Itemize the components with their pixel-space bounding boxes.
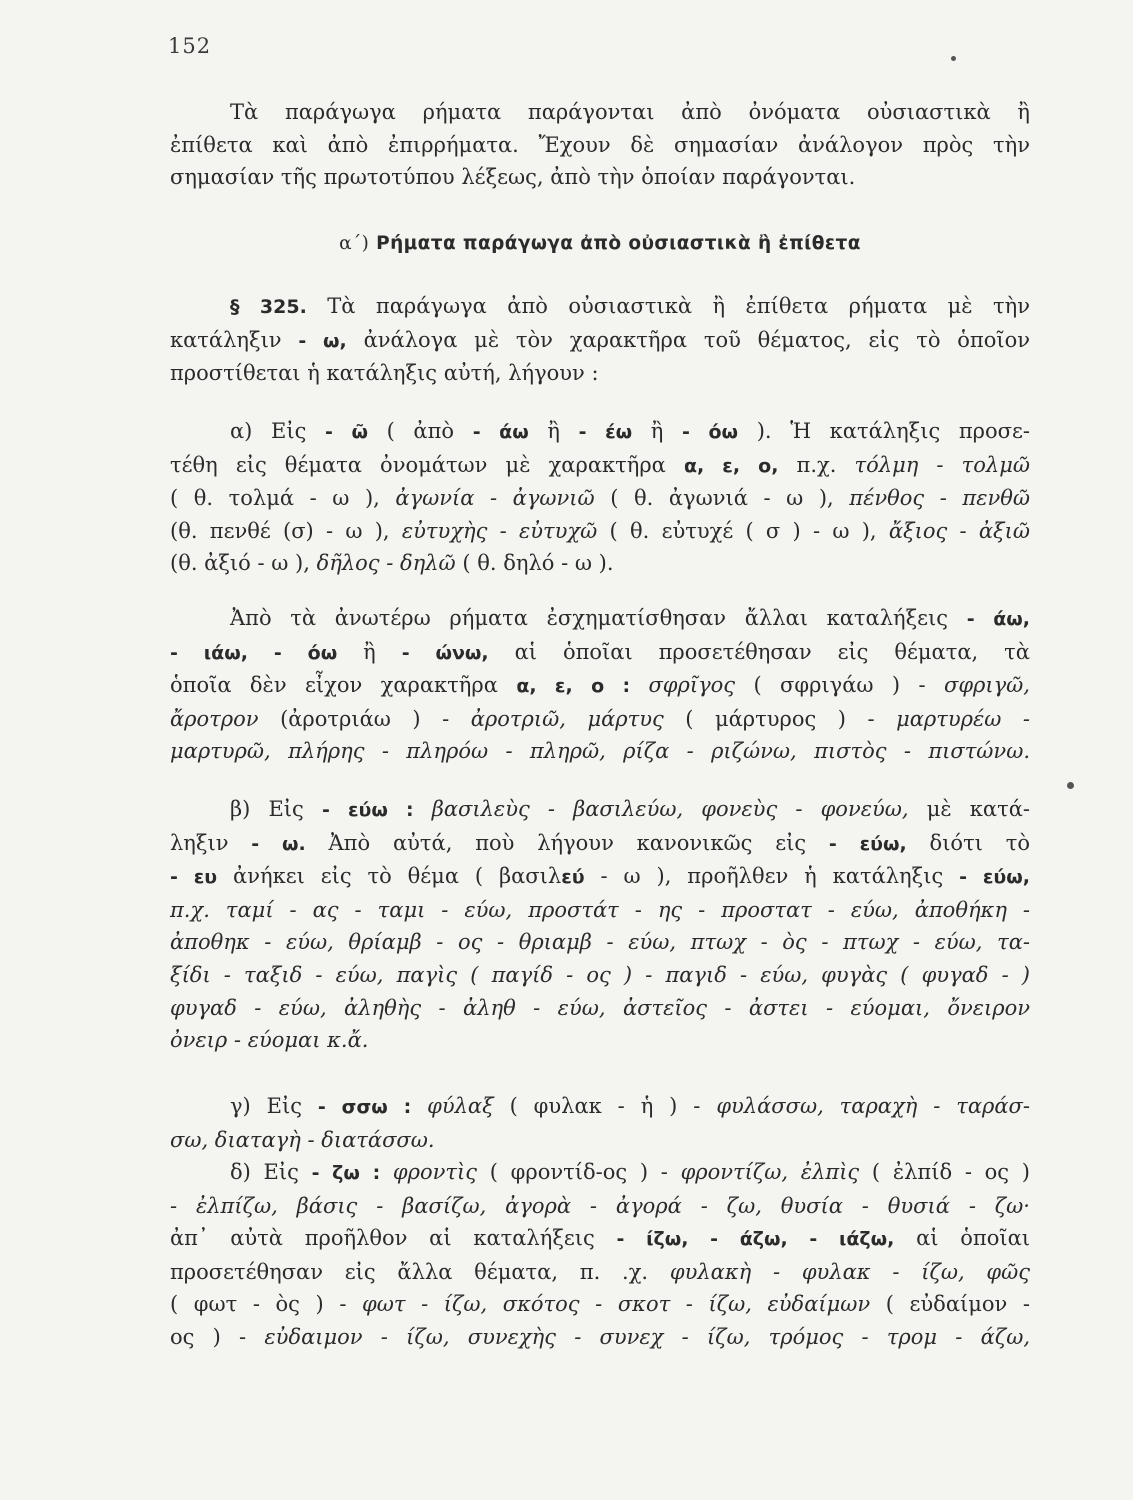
section-325 — [170, 290, 1030, 390]
text-line: προστίθεται ἡ κατάληξις αὐτή, λήγουν : — [170, 361, 599, 386]
text-line: (θ. ἀξιό - ω ), δῆλος - δηλῶ ( θ. δηλό - ω ). — [170, 551, 614, 576]
intro-paragraph — [170, 96, 1030, 194]
text-line: Ἀπὸ τὰ ἀνωτέρω ρήματα ἐσχηματίσθησαν ἄλλαι καταλήξεις - άω, — [230, 606, 1030, 630]
text-line: π.χ. ταμί - ας - ταμι - εύω, προστάτ - ης - προστατ - εύω, ἀποθήκη - — [170, 897, 1030, 922]
paragraph-beta — [170, 793, 1030, 1057]
text-line: ( φωτ - ὸς ) - φωτ - ίζω, σκότος - σκοτ - ίζω, εὐδαίμων ( εὐδαίμον - — [170, 1292, 1030, 1317]
text-line: ξίδι - ταξιδ - εύω, παγὶς ( παγίδ - ος ) - παγιδ - εύω, φυγὰς ( φυγαδ - ) — [170, 962, 1030, 987]
text-line: ἐπίθετα καὶ ἀπὸ ἐπιρρήματα. Ἔχουν δὲ σημασίαν ἀνάλογον πρὸς τὴν — [170, 132, 1030, 157]
text-line: ἀπ᾽ αὐτὰ προῆλθον αἱ καταλήξεις - ίζω, - άζω, - ιάζω, αἱ ὁποῖαι — [170, 1226, 1030, 1251]
text-line: ἀποθηκ - εύω, θρίαμβ - ος - θριαμβ - εύω, πτωχ - ὸς - πτωχ - εύω, τα- — [170, 930, 1030, 955]
text-line: δ) Εἰς - ζω : φροντὶς ( φροντίδ-ος ) - φροντίζω, ἐλπὶς ( ἐλπίδ - ος ) — [230, 1160, 1030, 1184]
heading-ordinal: α΄) — [339, 233, 370, 254]
ink-speck — [1067, 782, 1074, 789]
paragraph-gamma — [170, 1090, 1030, 1156]
text-line: Τὰ παράγωγα ρήματα παράγονται ἀπὸ ὀνόματα οὐσιαστικὰ ἢ — [230, 100, 1030, 124]
text-line: τέθη εἰς θέματα ὀνομάτων μὲ χαρακτῆρα α, ε, ο, π.χ. τόλμη - τολμῶ — [170, 452, 1030, 477]
text-line: ( θ. τολμά - ω ), ἀγωνία - ἀγωνιῶ ( θ. ἀγωνιά - ω ), πένθος - πενθῶ — [170, 486, 1030, 511]
text-line: - ἐλπίζω, βάσις - βασίζω, ἀγορὰ - ἀγορά - ζω, θυσία - θυσιά - ζω· — [170, 1193, 1030, 1218]
text-line: σημασίαν τῆς πρωτοτύπου λέξεως, ἀπὸ τὴν ὁποίαν παράγονται. — [170, 165, 856, 190]
text-line: - ευ ἀνήκει εἰς τὸ θέμα ( βασιλεύ - ω ), προῆλθεν ἡ κατάληξις - εύω, — [170, 864, 1030, 889]
text-line: μαρτυρῶ, πλήρης - πληρόω - πληρῶ, ρίζα - ριζώνω, πιστὸς - πιστώνω. — [170, 739, 1030, 764]
paragraph-derived-endings — [170, 602, 1030, 768]
text-line: προσετέθησαν εἰς ἄλλα θέματα, π. .χ. φυλακὴ - φυλακ - ίζω, φῶς — [170, 1259, 1030, 1284]
ink-speck — [951, 56, 956, 61]
heading-title: Ρήματα παράγωγα ἀπὸ οὐσιαστικὰ ἢ ἐπίθετα — [376, 233, 861, 254]
text-line: ὁποῖα δὲν εἶχον χαρακτῆρα α, ε, ο : σφρῖγος ( σφριγάω ) - σφριγῶ, — [170, 673, 1030, 698]
section-number: § 325. — [230, 296, 307, 318]
text-line: ἄροτρον (ἀροτριάω ) - ἀροτριῶ, μάρτυς ( μάρτυρος ) - μαρτυρέω - — [170, 706, 1030, 731]
text-line: - ιάω, - όω ἢ - ώνω, αἱ ὁποῖαι προσετέθησαν εἰς θέματα, τὰ — [170, 639, 1030, 664]
text-line: σω, διαταγὴ - διατάσσω. — [170, 1127, 435, 1152]
text-line: β) Εἰς - εύω : βασιλεὺς - βασιλεύω, φονεὺς - φονεύω, μὲ κατά- — [230, 797, 1030, 821]
text-line: (θ. πενθέ (σ) - ω ), εὐτυχὴς - εὐτυχῶ ( θ. εὐτυχέ ( σ ) - ω ), ἄξιος - ἀξιῶ — [170, 518, 1030, 543]
text-line: κατάληξιν - ω, ἀνάλογα μὲ τὸν χαρακτῆρα τοῦ θέματος, εἰς τὸ ὁποῖον — [170, 327, 1030, 352]
page-number: 152 — [168, 34, 212, 58]
text-line: φυγαδ - εύω, ἀληθὴς - ἀληθ - εύω, ἀστεῖος - ἀστει - εύομαι, ὄνειρον — [170, 995, 1030, 1020]
paragraph-delta — [170, 1156, 1030, 1354]
text-line: α) Εἰς - ῶ ( ἀπὸ - άω ἢ - έω ἢ - όω ). Ἡ κατάληξις προσε- — [230, 419, 1030, 443]
text-line: § 325. Τὰ παράγωγα ἀπὸ οὐσιαστικὰ ἢ ἐπίθετα ρήματα μὲ τὴν — [230, 294, 1030, 318]
text-line: ος ) - εὐδαιμον - ίζω, συνεχὴς - συνεχ - ίζω, τρόμος - τρομ - άζω, — [170, 1324, 1030, 1349]
paragraph-alpha — [170, 415, 1030, 580]
section-heading — [170, 233, 1030, 254]
text-line: ληξιν - ω. Ἀπὸ αὐτά, ποὺ λήγουν κανονικῶς εἰς - εύω, διότι τὸ — [170, 830, 1031, 855]
text-line: ὀνειρ - εύομαι κ.ἄ. — [170, 1028, 369, 1053]
text-line: γ) Εἰς - σσω : φύλαξ ( φυλακ - ἡ ) - φυλάσσω, ταραχὴ - ταράσ- — [230, 1094, 1030, 1118]
